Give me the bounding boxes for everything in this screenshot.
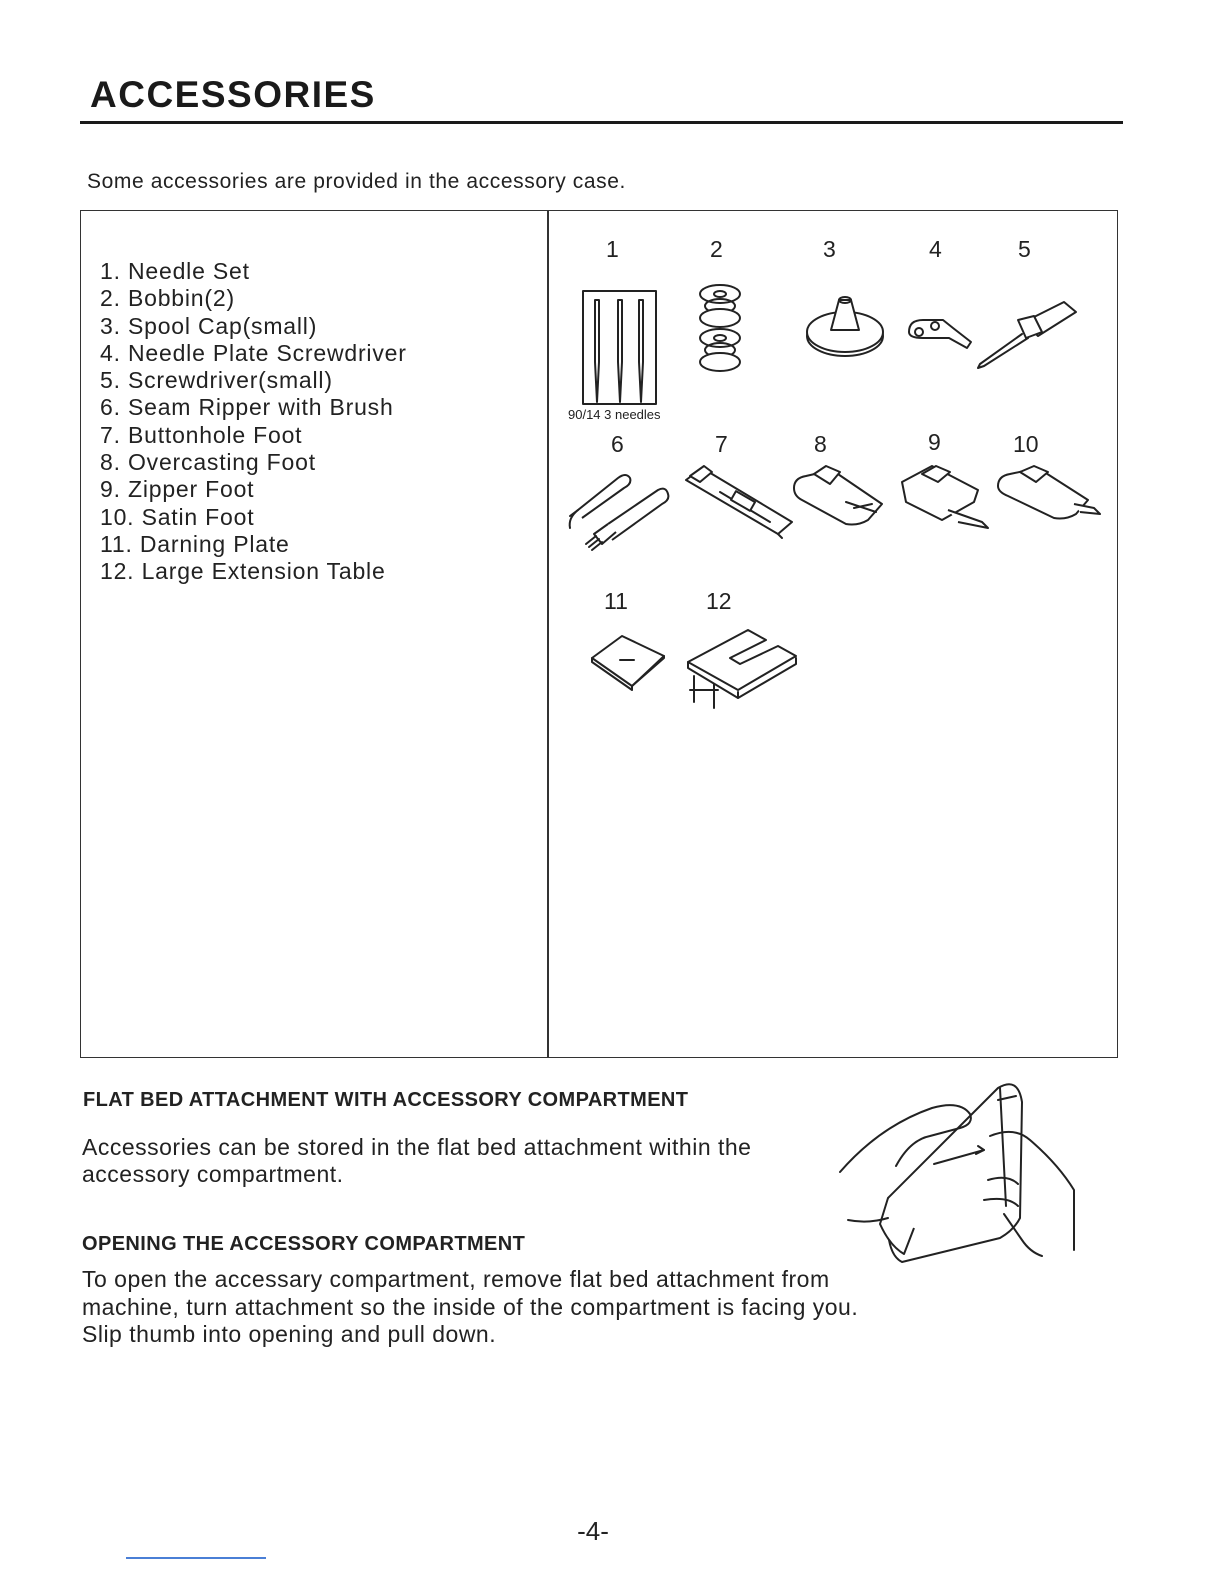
intro-text: Some accessories are provided in the accessory case. <box>87 170 626 193</box>
needle-set-icon <box>582 290 658 408</box>
buttonhole-foot-icon <box>680 462 798 538</box>
figure-number: 10 <box>1013 431 1039 457</box>
spool-cap-icon <box>803 290 889 364</box>
list-item: 2. Bobbin(2) <box>100 285 235 312</box>
list-item: 8. Overcasting Foot <box>100 449 316 476</box>
figure-number: 1 <box>606 236 619 262</box>
figure-number: 8 <box>814 431 827 457</box>
figure-number: 4 <box>929 236 942 262</box>
title-rule <box>80 121 1123 124</box>
page-title: ACCESSORIES <box>90 74 376 115</box>
section-heading-flat-bed: FLAT BED ATTACHMENT WITH ACCESSORY COMPARTMENT <box>83 1089 689 1111</box>
list-item: 1. Needle Set <box>100 258 250 284</box>
figure-number: 12 <box>706 588 732 614</box>
opening-text: To open the accessary compartment, remove flat bed attachment from machine, turn attachment so the inside of the compartment is facing you. Slip thumb into opening and pull down. <box>82 1266 859 1347</box>
list-item: 7. Buttonhole Foot <box>100 421 303 448</box>
figure-number: 7 <box>715 431 728 457</box>
figure-number: 2 <box>710 236 723 262</box>
zipper-foot-icon <box>898 462 994 534</box>
bobbin-icon <box>694 284 754 376</box>
figure-number: 11 <box>604 588 628 614</box>
figure-number: 3 <box>823 236 836 262</box>
list-item: 10. Satin Foot <box>100 503 255 530</box>
list-item: 4. Needle Plate Screwdriver <box>100 339 407 366</box>
section-heading-opening: OPENING THE ACCESSORY COMPARTMENT <box>82 1233 526 1255</box>
satin-foot-icon <box>994 464 1104 534</box>
footer-line <box>126 1557 266 1559</box>
list-item: 11. Darning Plate <box>100 530 290 557</box>
flat-bed-text: Accessories can be stored in the flat bed attachment within the accessory compartment. <box>82 1134 752 1187</box>
list-item: 3. Spool Cap(small) <box>100 312 318 339</box>
flat-bed-attachment-icon <box>838 1080 1080 1258</box>
list-item: 12. Large Extension Table <box>100 558 386 585</box>
figure-number: 6 <box>611 431 624 457</box>
accessory-list <box>100 258 407 586</box>
page-number: -4- <box>577 1516 609 1546</box>
list-item: 5. Screwdriver(small) <box>100 367 333 394</box>
extension-table-icon <box>684 628 802 714</box>
screwdriver-icon <box>974 300 1082 370</box>
darning-plate-icon <box>588 632 668 694</box>
figure-number: 9 <box>928 429 941 455</box>
needle-caption: 90/14 3 needles <box>568 407 661 422</box>
plate-screwdriver-icon <box>905 316 973 352</box>
overcasting-foot-icon <box>790 464 886 536</box>
list-item: 6. Seam Ripper with Brush <box>100 394 394 421</box>
table-divider <box>547 210 549 1058</box>
seam-ripper-icon <box>566 462 676 552</box>
list-item: 9. Zipper Foot <box>100 476 255 503</box>
figure-number: 5 <box>1018 236 1031 262</box>
